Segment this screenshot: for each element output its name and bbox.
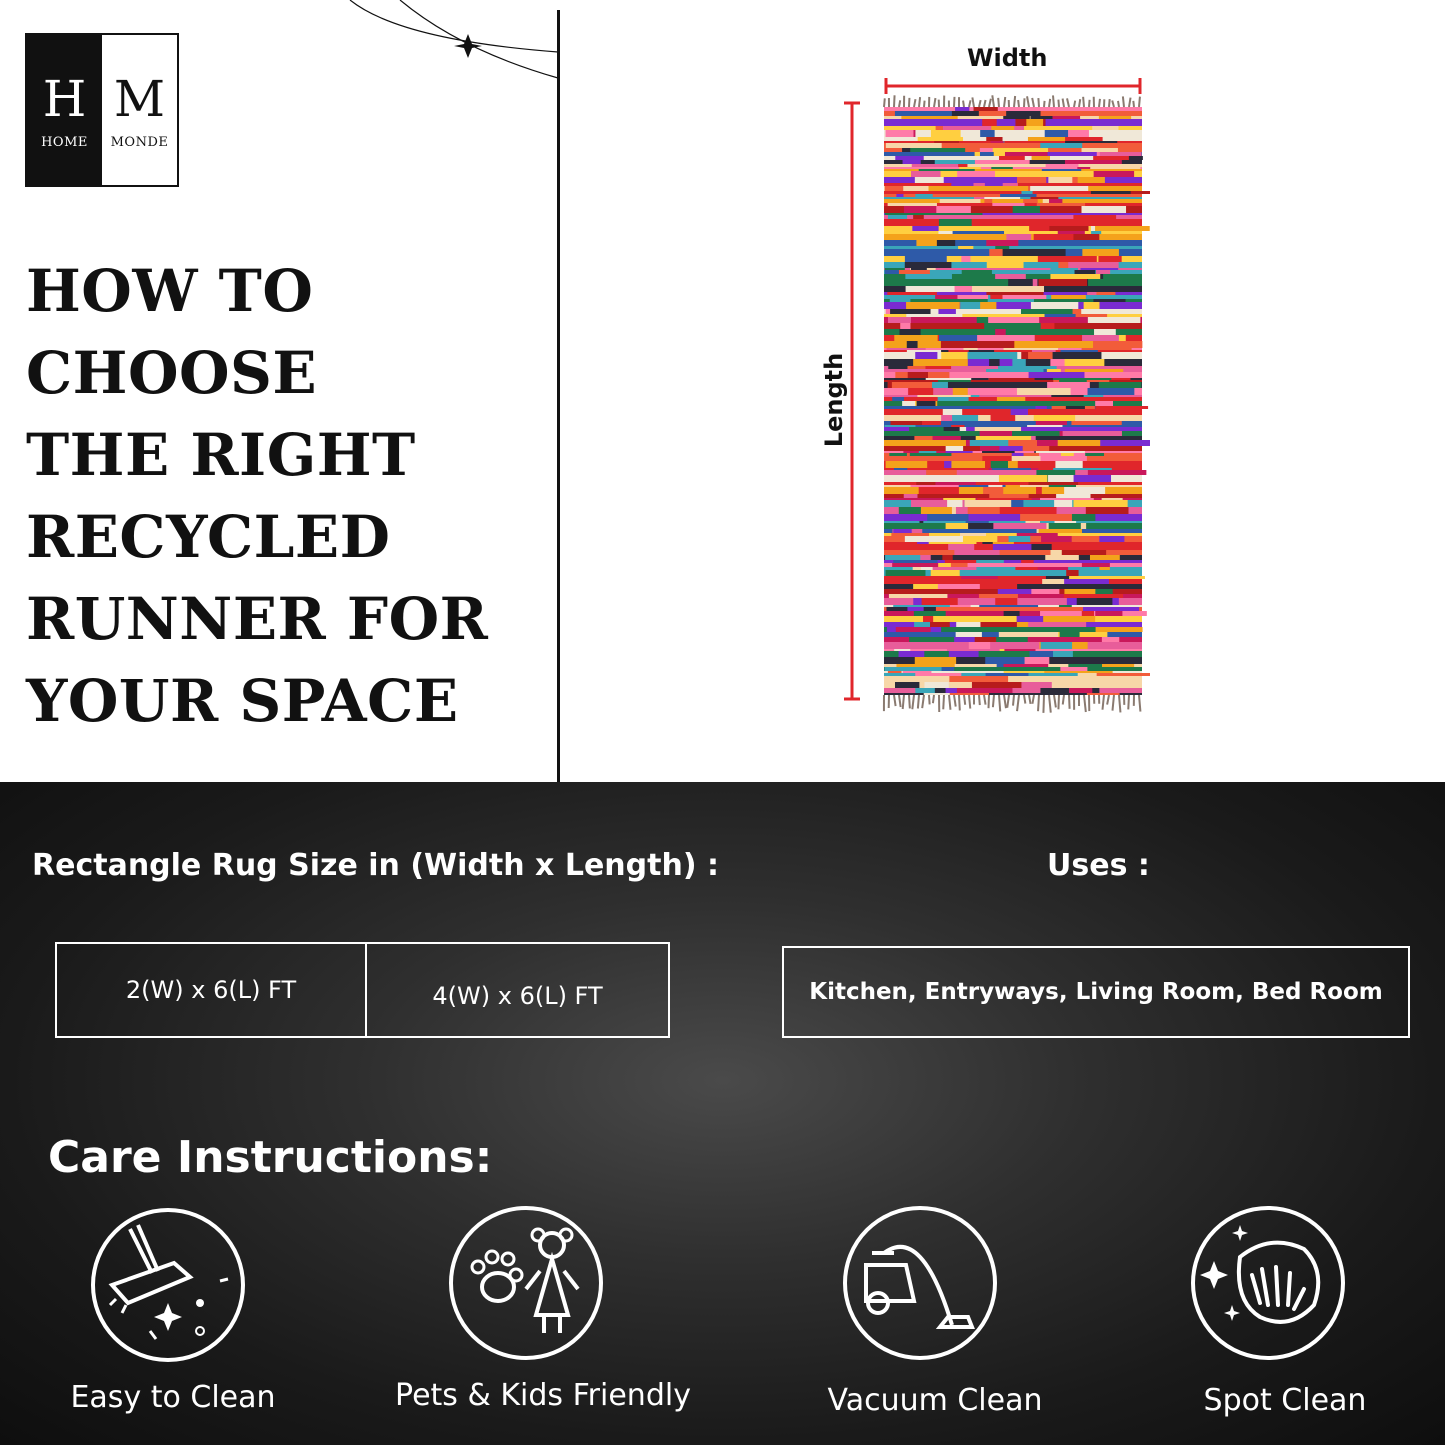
logo-initial-m: M bbox=[113, 70, 166, 128]
title-line-5: RUNNER FOR bbox=[26, 585, 489, 653]
rug-icon bbox=[880, 95, 1150, 715]
title-line-4: RECYCLED bbox=[26, 503, 391, 571]
logo-word-home: HOME bbox=[41, 135, 88, 150]
width-dimension-icon bbox=[882, 76, 1144, 96]
hanging-string-icon bbox=[340, 0, 565, 90]
pet-kid-icon bbox=[448, 1205, 604, 1361]
care-label-vacuum: Vacuum Clean bbox=[827, 1383, 1043, 1418]
length-label: Length bbox=[820, 352, 849, 448]
size-option-4x6: 4(W) x 6(L) FT bbox=[365, 942, 670, 1038]
logo-initial-h: H bbox=[42, 70, 87, 128]
care-label-pets-kids: Pets & Kids Friendly bbox=[395, 1378, 691, 1413]
care-title: Care Instructions: bbox=[48, 1132, 493, 1183]
brand-logo bbox=[25, 33, 179, 187]
page-title bbox=[26, 250, 546, 742]
title-line-1: HOW TO bbox=[26, 257, 314, 325]
divider-line bbox=[557, 10, 560, 788]
uses-value: Kitchen, Entryways, Living Room, Bed Room bbox=[782, 946, 1410, 1038]
title-line-3: THE RIGHT bbox=[26, 421, 416, 489]
spot-clean-icon bbox=[1190, 1205, 1346, 1361]
logo-right bbox=[102, 35, 177, 185]
care-label-spot-clean: Spot Clean bbox=[1203, 1383, 1367, 1418]
vacuum-icon bbox=[842, 1205, 998, 1361]
width-label: Width bbox=[967, 44, 1048, 72]
uses-title: Uses : bbox=[1047, 848, 1150, 883]
rug-illustration bbox=[810, 40, 1170, 730]
logo-left bbox=[27, 35, 102, 185]
care-label-easy-clean: Easy to Clean bbox=[70, 1380, 276, 1415]
mop-icon bbox=[90, 1207, 246, 1363]
size-option-2x6: 2(W) x 6(L) FT bbox=[55, 942, 367, 1038]
logo-word-monde: MONDE bbox=[110, 135, 169, 150]
title-line-2: CHOOSE bbox=[26, 339, 318, 407]
title-line-6: YOUR SPACE bbox=[26, 667, 459, 735]
sizes-title: Rectangle Rug Size in (Width x Length) : bbox=[32, 848, 719, 883]
